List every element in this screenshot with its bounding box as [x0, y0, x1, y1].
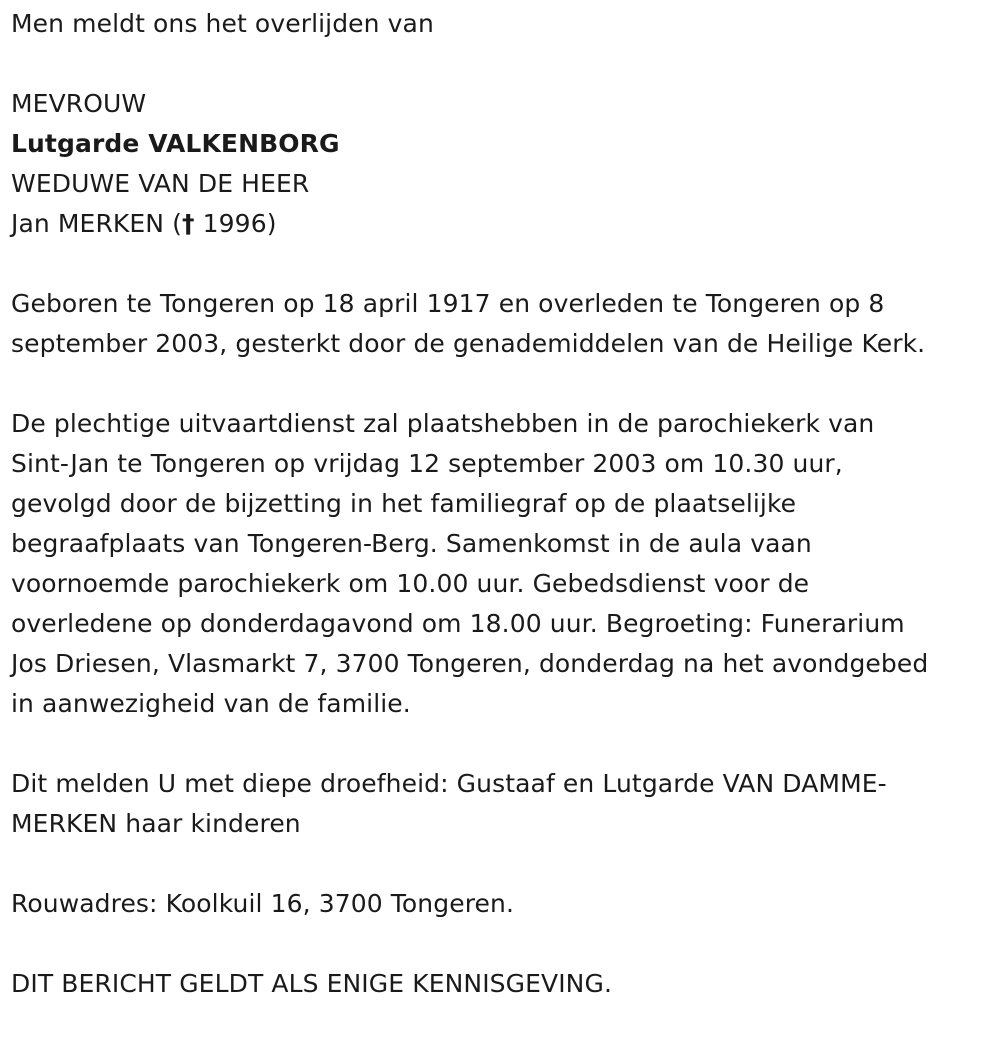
paragraph-line: voornoemde parochiekerk om 10.00 uur. Gebedsdienst voor de — [11, 569, 810, 598]
paragraph-line: september 2003, gesterkt door de genademiddelen van de Heilige Kerk. — [11, 329, 926, 358]
paragraph-line: Geboren te Tongeren op 18 april 1917 en overleden te Tongeren op 8 — [11, 289, 885, 318]
spouse-death-year: 1996) — [194, 209, 277, 238]
birth-death-paragraph — [11, 284, 986, 364]
announcers-paragraph — [11, 764, 986, 844]
paragraph-line: overledene op donderdagavond om 18.00 uur. Begroeting: Funerarium — [11, 609, 905, 638]
deceased-name: Lutgarde VALKENBORG — [11, 129, 340, 158]
deceased-title: MEVROUW — [11, 89, 147, 118]
closing-statement: DIT BERICHT GELDT ALS ENIGE KENNISGEVING. — [11, 969, 612, 998]
cross-icon: † — [182, 209, 195, 238]
paragraph-line: gevolgd door de bijzetting in het familiegraf op de plaatselijke — [11, 489, 797, 518]
intro-text: Men meldt ons het overlijden van — [11, 9, 434, 38]
funeral-service-paragraph — [11, 404, 986, 724]
mourning-address: Rouwadres: Koolkuil 16, 3700 Tongeren. — [11, 889, 514, 918]
spouse-name: Jan MERKEN ( — [11, 209, 183, 238]
spacer — [11, 924, 986, 964]
death-notice — [11, 4, 986, 1004]
spacer — [11, 44, 986, 84]
paragraph-line: begraafplaats van Tongeren-Berg. Samenkomst in de aula vaan — [11, 529, 812, 558]
spouse-line — [11, 204, 986, 244]
spacer — [11, 724, 986, 764]
spacer — [11, 364, 986, 404]
widow-status: WEDUWE VAN DE HEER — [11, 169, 310, 198]
spacer — [11, 244, 986, 284]
spacer — [11, 844, 986, 884]
paragraph-line: Dit melden U met diepe droefheid: Gustaaf en Lutgarde VAN DAMME- — [11, 769, 887, 798]
paragraph-line: in aanwezigheid van de familie. — [11, 689, 411, 718]
paragraph-line: MERKEN haar kinderen — [11, 809, 301, 838]
paragraph-line: Jos Driesen, Vlasmarkt 7, 3700 Tongeren, donderdag na het avondgebed — [11, 649, 929, 678]
paragraph-line: Sint-Jan te Tongeren op vrijdag 12 september 2003 om 10.30 uur, — [11, 449, 843, 478]
paragraph-line: De plechtige uitvaartdienst zal plaatshebben in de parochiekerk van — [11, 409, 875, 438]
